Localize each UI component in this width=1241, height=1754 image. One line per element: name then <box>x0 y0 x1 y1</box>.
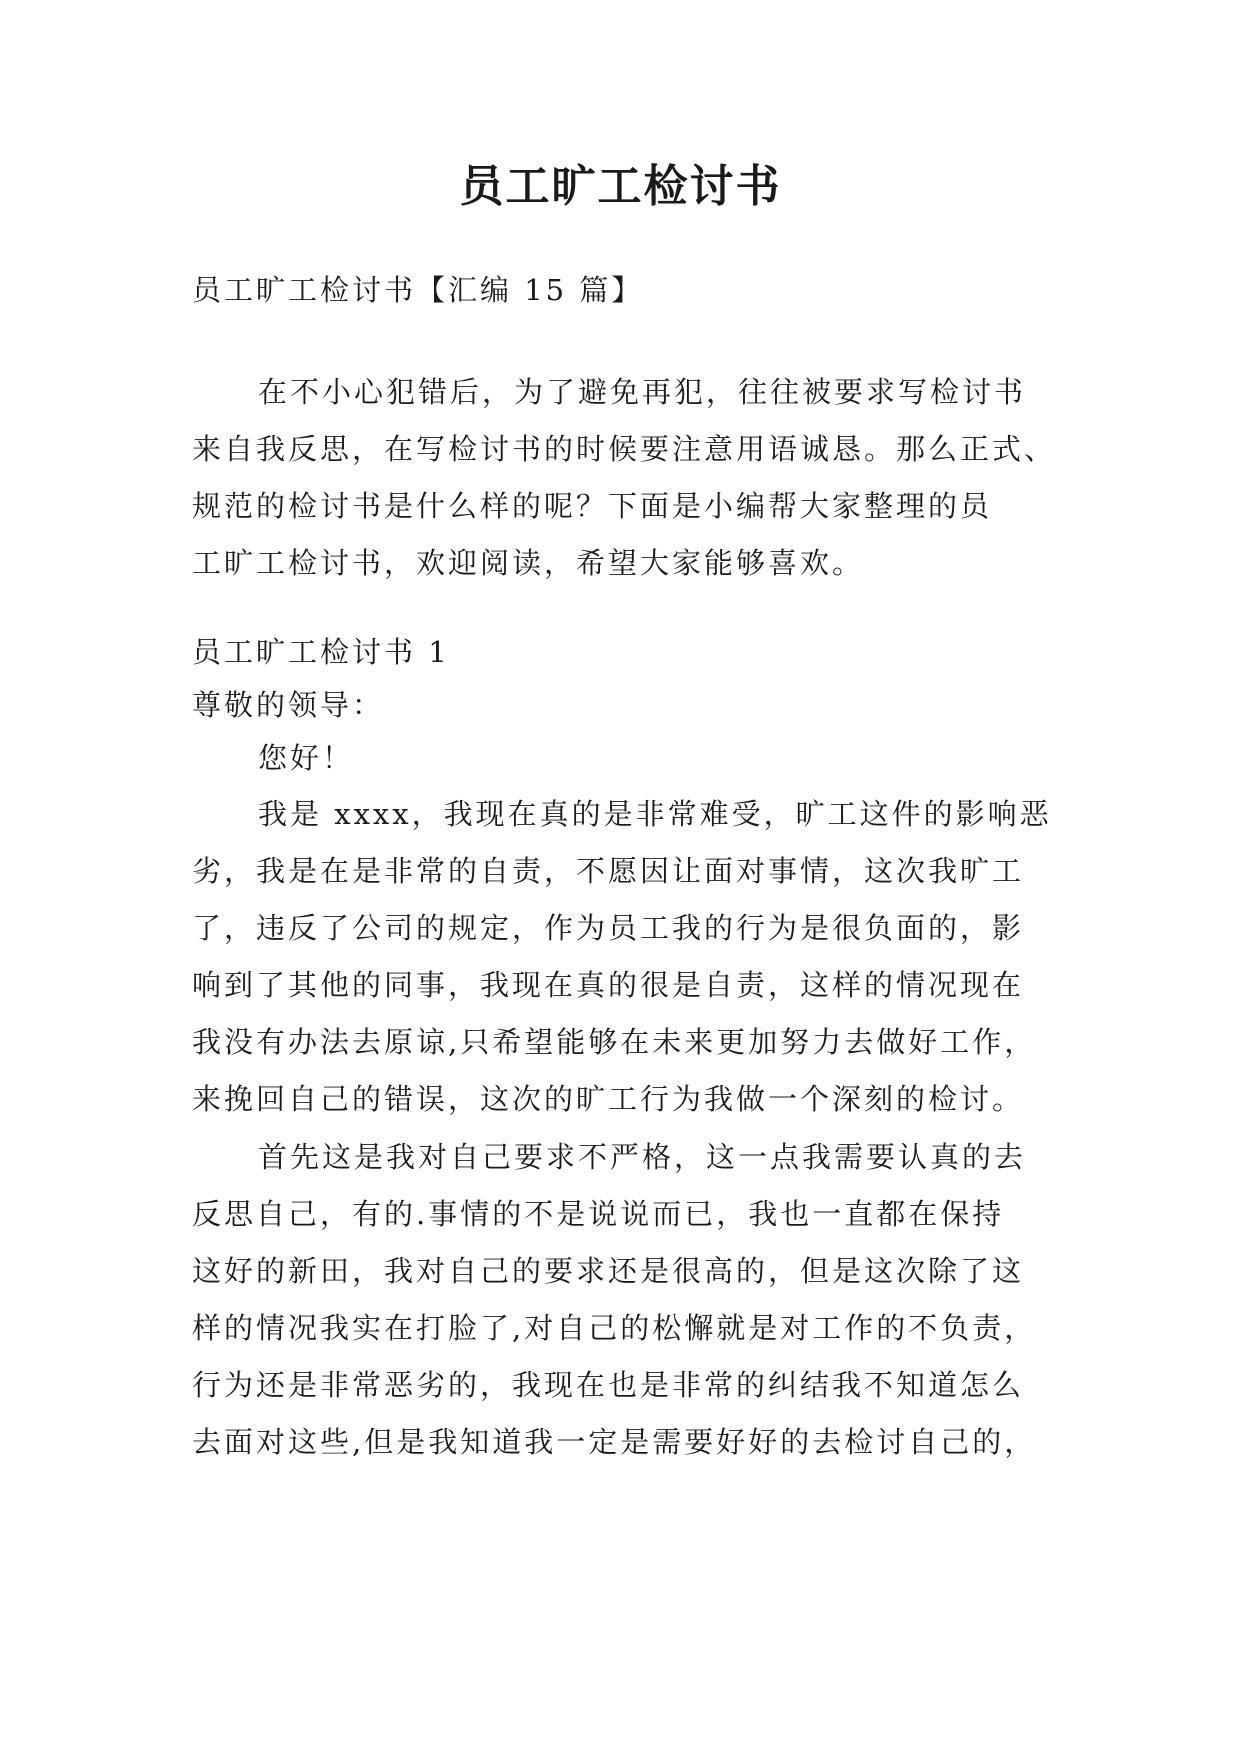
intro-line: 来自我反思，在写检讨书的时候要注意用语诚恳。那么正式、 <box>192 432 1057 466</box>
intro-line: 在不小心犯错后，为了避免再犯，往往被要求写检讨书 <box>258 375 1027 409</box>
paragraph-line: 响到了其他的同事，我现在真的很是自责，这样的情况现在 <box>192 968 1025 1002</box>
paragraph-line: 我是 xxxx，我现在真的是非常难受，旷工这件的影响恶 <box>258 797 1052 831</box>
paragraph-line: 去面对这些,但是我知道我一定是需要好好的去检讨自己的， <box>192 1425 1037 1459</box>
intro-line: 工旷工检讨书，欢迎阅读，希望大家能够喜欢。 <box>192 546 865 580</box>
paragraph-line: 这好的新田，我对自己的要求还是很高的，但是这次除了这 <box>192 1254 1025 1288</box>
paragraph-line: 来挽回自己的错误，这次的旷工行为我做一个深刻的检讨。 <box>192 1082 1025 1116</box>
salutation: 尊敬的领导： <box>192 688 385 722</box>
document-title: 员工旷工检讨书 <box>459 161 782 212</box>
paragraph-line: 劣，我是在是非常的自责，不愿因让面对事情，这次我旷工 <box>192 854 1025 888</box>
paragraph-line: 首先这是我对自己要求不严格，这一点我需要认真的去 <box>258 1140 1027 1174</box>
section-heading: 员工旷工检讨书 1 <box>192 635 450 669</box>
greeting: 您好！ <box>258 741 355 775</box>
paragraph-line: 了，违反了公司的规定，作为员工我的行为是很负面的，影 <box>192 911 1025 945</box>
paragraph-line: 我没有办法去原谅,只希望能够在未来更加努力去做好工作， <box>192 1025 1037 1059</box>
intro-line: 规范的检讨书是什么样的呢？下面是小编帮大家整理的员 <box>192 489 993 523</box>
paragraph-line: 样的情况我实在打脸了,对自己的松懈就是对工作的不负责， <box>192 1311 1037 1345</box>
document-subtitle: 员工旷工检讨书【汇编 15 篇】 <box>192 273 644 307</box>
paragraph-line: 反思自己，有的.事情的不是说说而已，我也一直都在保持 <box>192 1197 1005 1231</box>
paragraph-line: 行为还是非常恶劣的，我现在也是非常的纠结我不知道怎么 <box>192 1368 1025 1402</box>
